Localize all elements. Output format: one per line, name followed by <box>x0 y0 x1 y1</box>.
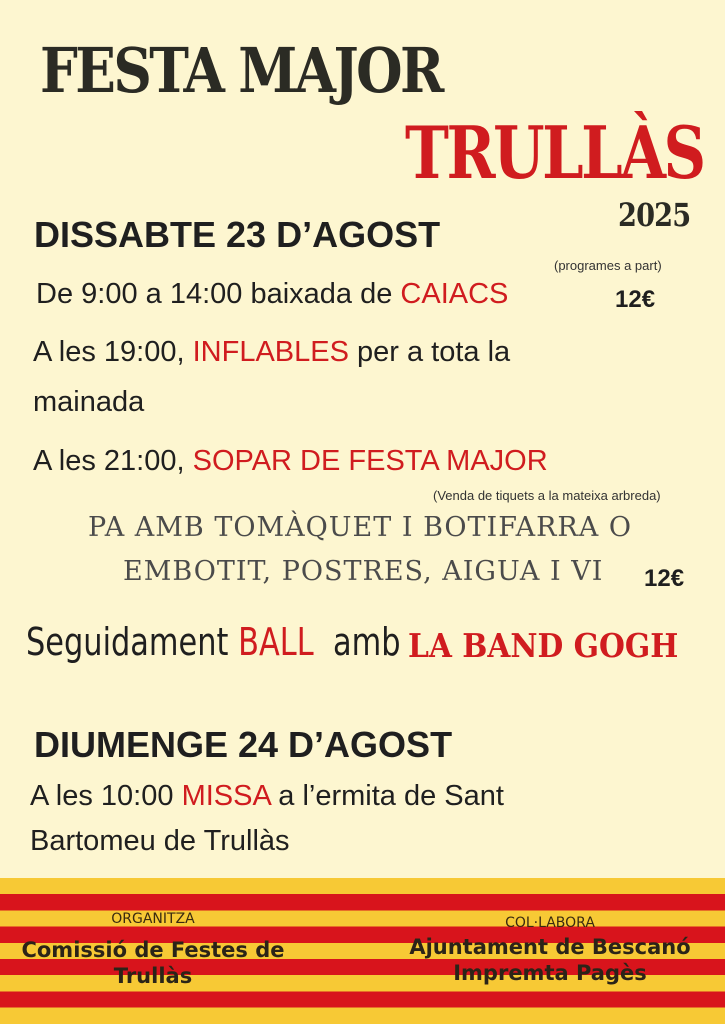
mass-text: A les 10:00 <box>30 780 182 812</box>
inflatables-highlight: INFLABLES <box>192 336 349 368</box>
dance-highlight: BALL <box>238 620 314 664</box>
kayak-line <box>36 278 508 311</box>
band-name: LA BAND GOGH <box>408 626 679 665</box>
mass-line-2: Bartomeu de Trullàs <box>30 825 290 857</box>
organizer-name: Comissió de Festes de Trullàs <box>21 938 285 988</box>
title-year: 2025 <box>618 196 691 234</box>
menu-line-2: EMBOTIT, POSTRES, AIGUA I VI <box>123 556 604 587</box>
collaborator-1: Ajuntament de Bescanó <box>409 935 691 959</box>
saturday-heading: DISSABTE 23 D’AGOST <box>34 214 441 255</box>
tickets-note: (Venda de tiquets a la mateixa arbreda) <box>433 488 661 503</box>
inflatables-text: A les 19:00, <box>33 336 193 368</box>
inflatables-line <box>33 336 510 369</box>
kayak-price: 12€ <box>615 286 656 313</box>
mass-highlight: MISSA <box>181 780 271 812</box>
dance-text: Seguidament <box>26 620 239 664</box>
collaborator-2: Impremta Pagès <box>453 961 647 985</box>
kayak-highlight: CAIACS <box>400 278 509 310</box>
title-festa-major: FESTA MAJOR <box>40 34 442 107</box>
dance-line <box>26 620 401 664</box>
mass-line <box>30 780 504 813</box>
dinner-line <box>33 445 548 478</box>
collaborator-label: COL·LABORA <box>505 915 595 931</box>
kayak-text: De 9:00 a 14:00 baixada de <box>36 278 401 310</box>
organizer-label: ORGANITZA <box>111 911 195 927</box>
dinner-highlight: SOPAR DE FESTA MAJOR <box>192 445 548 477</box>
title-trullas: TRULLÀS <box>405 110 704 195</box>
menu-line-1: PA AMB TOMÀQUET I BOTIFARRA O <box>88 512 632 543</box>
menu-price: 12€ <box>644 565 685 592</box>
dance-with: amb <box>332 620 401 664</box>
inflatables-line-2: mainada <box>33 386 145 418</box>
sunday-heading: DIUMENGE 24 D’AGOST <box>34 724 453 765</box>
programs-note: (programes a part) <box>554 258 662 273</box>
inflatables-text-post: per a tota la <box>348 336 511 368</box>
dinner-text: A les 21:00, <box>33 445 193 477</box>
mass-text-post: a l’ermita de Sant <box>270 780 504 812</box>
